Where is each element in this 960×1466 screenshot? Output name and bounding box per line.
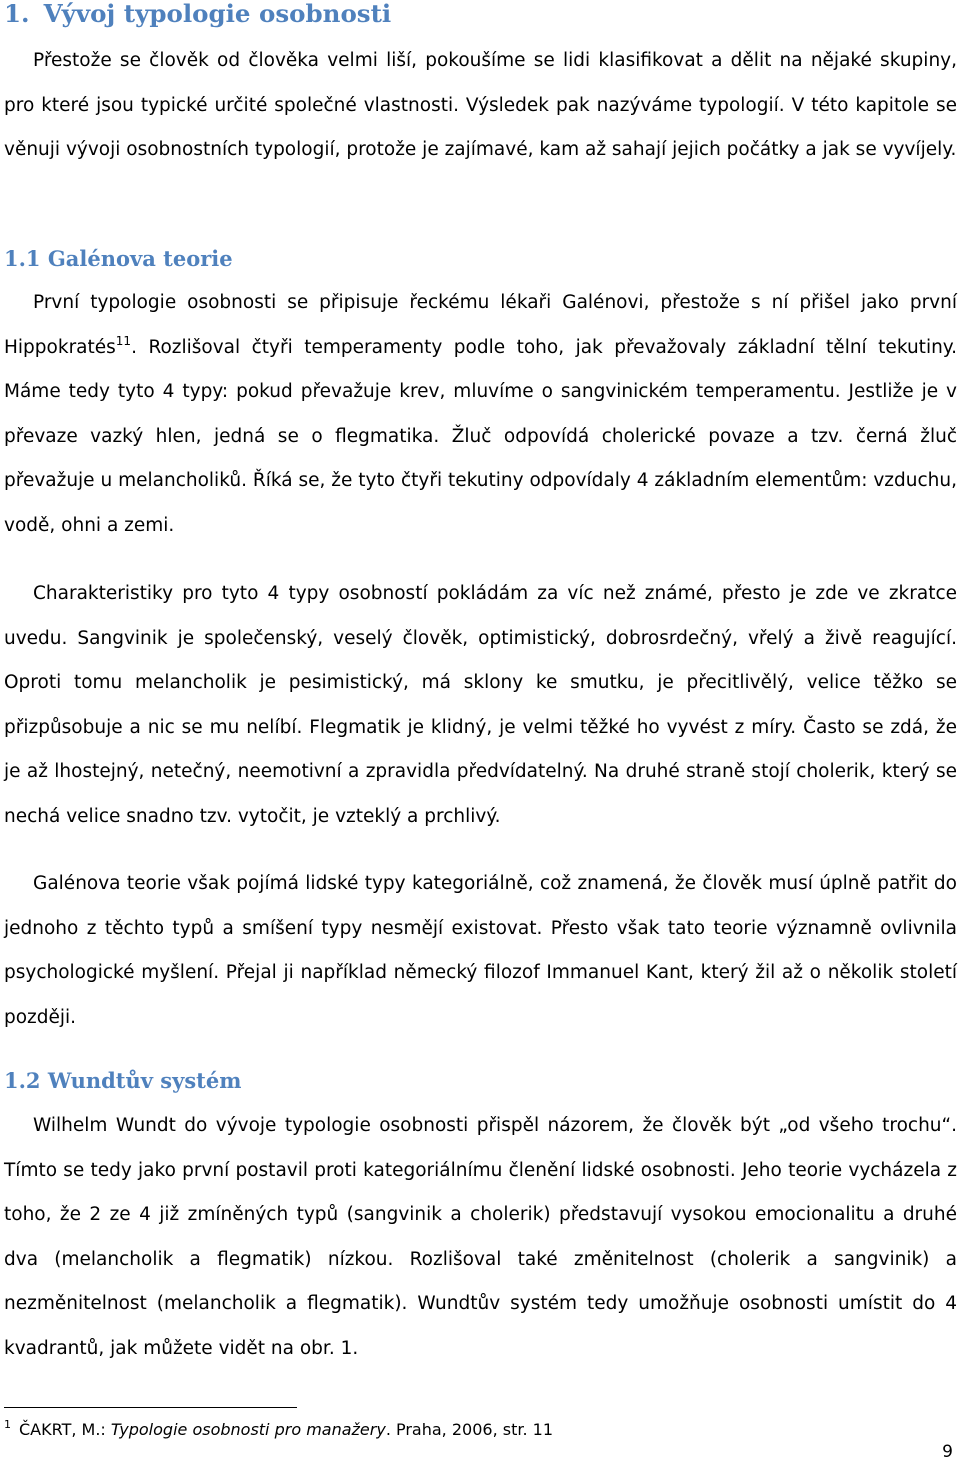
chapter-number: 1.	[4, 0, 30, 28]
section-heading-wundt	[4, 1068, 241, 1093]
footnote-separator	[4, 1407, 297, 1408]
section-title-wundt: Wundtův systém	[47, 1068, 242, 1093]
chapter-title: Vývoj typologie osobnosti	[43, 0, 392, 28]
galen-paragraph-3: Galénova teorie však pojímá lidské typy kategoriálně, což znamená, že člověk musí úplně patřit do jednoho z těchto typů a smíšení typy nesmějí existovat. Přesto však tato teorie významně ovlivnila psychologické myšlení. Přejal ji například německý filozof Immanuel Kant, který žil až o několik století později.	[4, 873, 957, 1028]
footnote-reference[interactable]: 11	[115, 333, 132, 348]
intro-paragraph: Přestože se člověk od člověka velmi liší, pokoušíme se lidi klasifikovat a dělit na nějaké skupiny, pro které jsou typické určité společné vlastnosti. Výsledek pak nazýváme typologií. V této kapitole se věnuji vývoji osobnostních typologií, protože je zajímavé, kam až sahají jejich počátky a jak se vyvíjely.	[4, 50, 957, 160]
section-number-galen: 1.1	[4, 246, 41, 271]
galen-paragraph-1-start: První typologie osobnosti se připisuje řeckému lékaři Galénovi, přestože s ní přišel jako první Hippokratés	[4, 292, 957, 358]
footnote-publication: . Praha, 2006, str. 11	[385, 1420, 553, 1439]
document-page	[4, 0, 957, 1466]
page-number: 9	[942, 1442, 953, 1462]
section-number-wundt: 1.2	[4, 1068, 41, 1093]
footnote-marker: 1	[4, 1418, 11, 1431]
galen-paragraph-1	[4, 281, 957, 548]
section-heading-galen	[4, 246, 233, 271]
footnote-book-title: Typologie osobnosti pro manažery	[110, 1420, 386, 1439]
section-title-galen: Galénova teorie	[47, 246, 233, 271]
galen-paragraph-2: Charakteristiky pro tyto 4 typy osobností pokládám za víc než známé, přesto je zde ve zkratce uvedu. Sangvinik je společenský, veselý člověk, optimistický, dobrosrdečný, vřelý a živě reagující. Oproti tomu melancholik je pesimistický, má sklony ke smutku, je přecitlivělý, velice těžko se přizpůsobuje a nic se mu nelíbí. Flegmatik je klidný, je velmi těžké ho vyvést z míry. Často se zdá, že je až lhostejný, netečný, neemotivní a zpravidla předvídatelný. Na druhé straně stojí cholerik, který se nechá velice snadno tzv. vytočit, je vzteklý a prchlivý.	[4, 583, 957, 827]
wundt-paragraph-1: Wilhelm Wundt do vývoje typologie osobnosti přispěl názorem, že člověk být „od všeho trochu“. Tímto se tedy jako první postavil proti kategoriálnímu členění lidské osobnosti. Jeho teorie vycházela z toho, že 2 ze 4 již zmíněných typů (sangvinik a cholerik) představují vysokou emocionalitu a druhé dva (melancholik a flegmatik) nízkou. Rozlišoval také změnitelnost (cholerik a sangvinik) a nezměnitelnost (melancholik a flegmatik). Wundtův systém tedy umožňuje osobnosti umístit do 4 kvadrantů, jak můžete vidět na obr. 1.	[4, 1115, 957, 1359]
chapter-heading	[4, 0, 391, 28]
footnote	[4, 1418, 553, 1442]
galen-paragraph-1-end: . Rozlišoval čtyři temperamenty podle toho, jak převažovaly základní tělní tekutiny. Máme tedy tyto 4 typy: pokud převažuje krev, mluvíme o sangvinickém temperamentu. Jestliže je v převaze vazký hlen, jedná se o flegmatika. Žluč odpovídá cholerické povaze a tzv. černá žluč převažuje u melancholiků. Říká se, že tyto čtyři tekutiny odpovídaly 4 základním elementům: vzduchu, vodě, ohni a zemi.	[4, 336, 957, 536]
footnote-author: ČAKRT, M.:	[19, 1420, 111, 1439]
